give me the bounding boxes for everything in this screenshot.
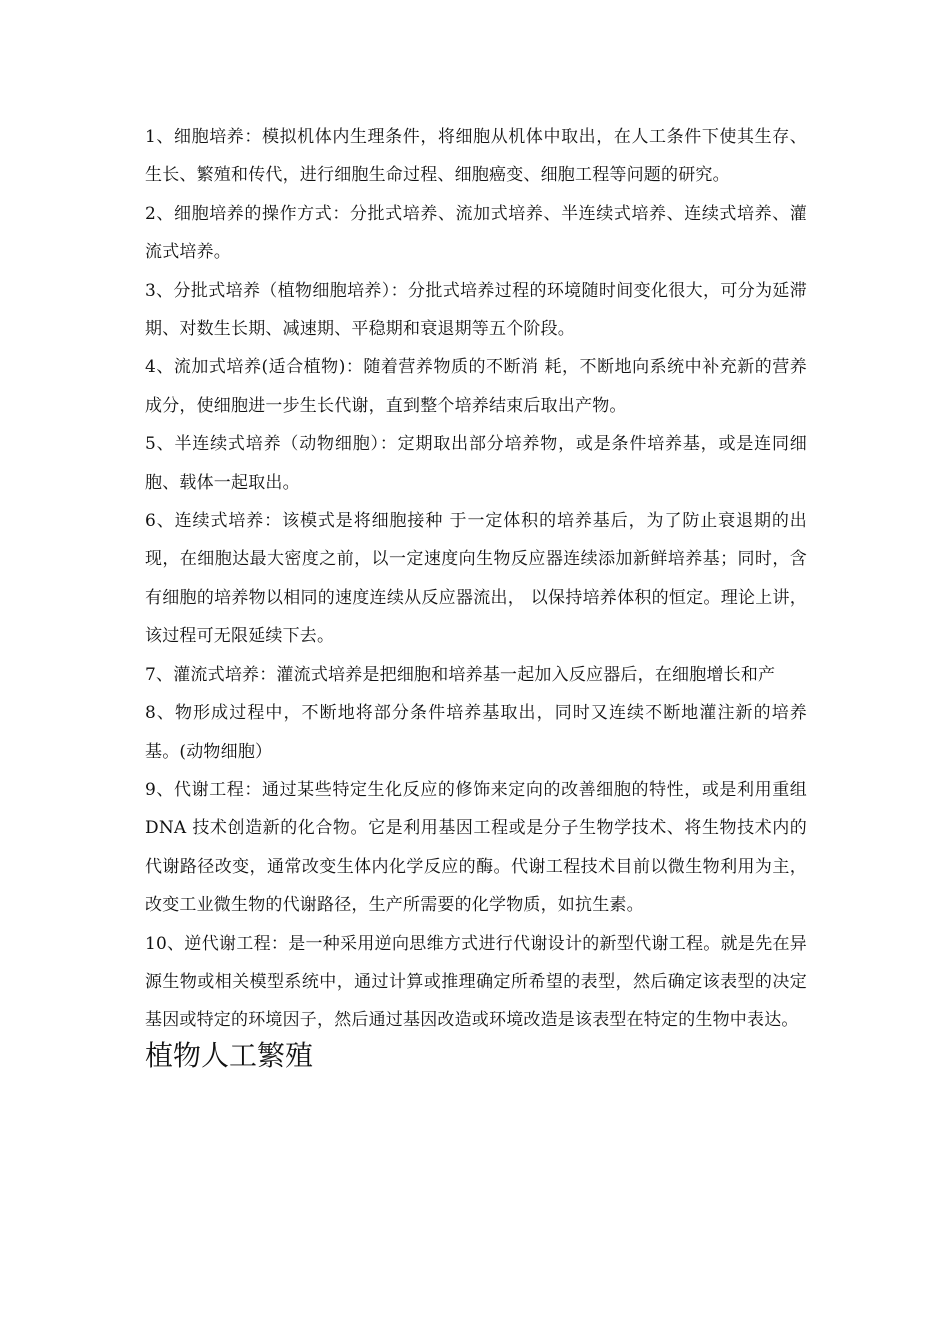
paragraph-perfusion-continued: 8、物形成过程中，不断地将部分条件培养基取出，同时又连续不断地灌注新的培养基。(动物细胞） bbox=[145, 703, 807, 762]
paragraph-perfusion-culture: 7、灌流式培养：灌流式培养是把细胞和培养基一起加入反应器后，在细胞增长和产 bbox=[145, 664, 776, 685]
paragraph-fed-batch-culture: 4、流加式培养(适合植物)：随着营养物质的不断消 耗，不断地向系统中补充新的营养成分，使细胞进一步生长代谢，直到整个培养结束后取出产物。 bbox=[145, 357, 807, 416]
paragraph-batch-culture: 3、分批式培养（植物细胞培养）：分批式培养过程的环境随时间变化很大，可分为延滞期、对数生长期、减速期、平稳期和衰退期等五个阶段。 bbox=[145, 280, 807, 340]
paragraph-semi-continuous-culture: 5、半连续式培养（动物细胞）：定期取出部分培养物，或是条件培养基，或是连同细胞、载体一起取出。 bbox=[145, 434, 807, 493]
paragraph-cell-culture: 1、细胞培养：模拟机体内生理条件，将细胞从机体中取出，在人工条件下使其生存、生长、繁殖和传代，进行细胞生命过程、细胞癌变、细胞工程等问题的研究。 bbox=[145, 127, 807, 186]
paragraph-inverse-metabolic-engineering: 10、逆代谢工程：是一种采用逆向思维方式进行代谢设计的新型代谢工程。就是先在异源生物或相关模型系统中，通过计算或推理确定所希望的表型，然后确定该表型的决定基因或特定的环境因子，然后通过基因改造或环境改造是该表型在特定的生物中表达。 bbox=[145, 933, 807, 1031]
paragraph-culture-methods: 2、细胞培养的操作方式：分批式培养、流加式培养、半连续式培养、连续式培养、灌流式培养。 bbox=[145, 203, 807, 263]
paragraph-continuous-culture: 6、连续式培养：该模式是将细胞接种 于一定体积的培养基后，为了防止衰退期的出现，在细胞达最大密度之前，以一定速度向生物反应器连续添加新鲜培养基；同时，含有细胞的培养物以相同的速度连续从反应器流出， 以保持培养体积的恒定。理论上讲，该过程可无限延续下去。 bbox=[145, 511, 807, 647]
section-heading: 植物人工繁殖 bbox=[145, 1038, 314, 1072]
document-body bbox=[145, 118, 807, 1076]
paragraph-metabolic-engineering: 9、代谢工程：通过某些特定生化反应的修饰来定向的改善细胞的特性，或是利用重组 DNA 技术创造新的化合物。它是利用基因工程或是分子生物学技术、将生物技术内的代谢路径改变，通常改变生体内化学反应的酶。代谢工程技术目前以微生物利用为主，改变工业微生物的代谢路径，生产所需要的化学物质，如抗生素。 bbox=[145, 779, 807, 916]
